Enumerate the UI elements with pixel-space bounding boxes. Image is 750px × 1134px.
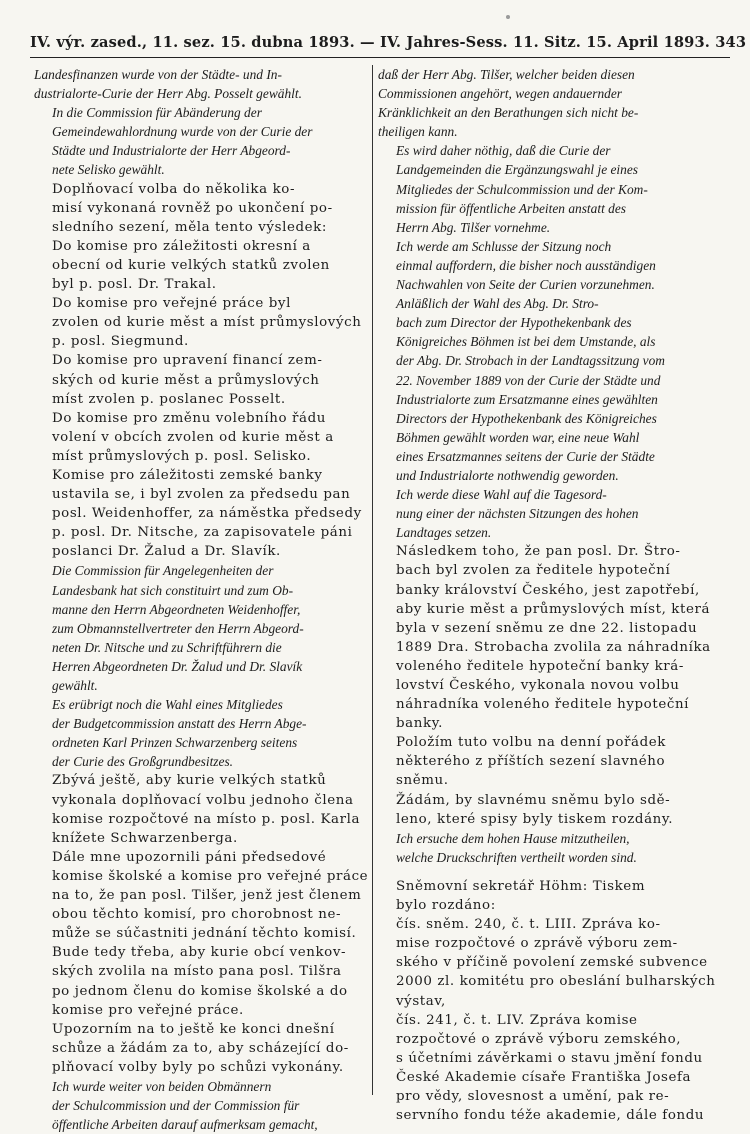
text-line: p. posl. Dr. Nitsche, za zapisovatele páni	[52, 525, 353, 541]
czech-paragraph	[34, 771, 374, 847]
right-column	[378, 65, 716, 1125]
ink-speck	[506, 15, 510, 19]
text-line: ustavila se, i byl zvolen za předsedu pan	[52, 487, 351, 503]
text-line: může se súčastniti jednání těchto komisí.	[52, 926, 357, 942]
text-line: schůze a žádám za to, aby scházející do-	[52, 1040, 349, 1056]
text-line: rozpočtové o zprávě výboru zemského,	[396, 1031, 682, 1047]
text-line: plňovací volby byly po schůzi vykonány.	[52, 1059, 344, 1075]
text-line: Kränklichkeit an den Berathungen sich nicht be-	[378, 105, 639, 121]
column-divider	[372, 65, 373, 1095]
text-line: posl. Weidenhoffer, za náměstka předsedy	[52, 506, 362, 522]
text-line: Následkem toho, že pan posl. Dr. Štro-	[396, 544, 681, 560]
czech-paragraph	[34, 466, 374, 561]
text-line: dustrialorte-Curie der Herr Abg. Posselt gewählt.	[34, 86, 302, 102]
german-paragraph	[378, 485, 716, 542]
text-line: Herrn Abg. Tilšer vornehme.	[396, 219, 551, 235]
text-line: 2000 zl. komitétu pro obeslání bulharských	[396, 974, 716, 990]
text-line: lovství Českého, vykonala novou volbu	[396, 678, 680, 693]
german-paragraph	[34, 65, 374, 103]
czech-paragraph	[378, 877, 716, 915]
czech-paragraph	[34, 294, 374, 351]
text-line: nete Selisko gewählt.	[52, 162, 165, 178]
text-line: Landtages setzen.	[396, 525, 492, 541]
text-line: Sněmovní sekretář Höhm: Tiskem	[396, 878, 646, 894]
text-line: Dále mne upozornili páni předsedové	[52, 849, 327, 865]
text-line: Directors der Hypothekenbank des Königreiches	[396, 410, 657, 426]
text-line: náhradníka voleného ředitele hypoteční	[396, 697, 690, 713]
german-paragraph	[378, 237, 716, 294]
czech-paragraph	[34, 351, 374, 408]
text-line: Do komise pro veřejné práce byl	[52, 296, 291, 312]
text-line: Nachwahlen von Seite der Curien vorzunehmen.	[396, 277, 655, 293]
text-line: aby kurie měst a průmyslových míst, která	[396, 601, 711, 617]
german-paragraph	[378, 829, 716, 867]
text-line: Es erübrigt noch die Wahl eines Mitgliedes	[52, 697, 283, 713]
text-line: 1889 Dra. Strobacha zvolila za náhradníka	[396, 639, 711, 655]
text-line: eines Ersatzmannes seitens der Curie der Städte	[396, 448, 655, 464]
text-line: der Budgetcommission anstatt des Herrn Abge-	[52, 716, 307, 732]
text-line: Žádám, by slavnému sněmu bylo sdě-	[396, 792, 671, 808]
text-line: čís. sněm. 240, č. t. LIII. Zpráva ko-	[396, 917, 661, 933]
text-line: knížete Schwarzenberga.	[52, 830, 238, 846]
german-paragraph	[34, 1077, 374, 1134]
czech-paragraph	[378, 733, 716, 790]
text-line: Es wird daher nöthig, daß die Curie der	[396, 143, 611, 159]
text-line: Industrialorte zum Ersatzmanne eines gewählten	[396, 391, 658, 407]
czech-paragraph	[34, 237, 374, 294]
text-line: der Abg. Dr. Strobach in der Landtagssitzung vom	[396, 353, 665, 369]
czech-paragraph	[34, 180, 374, 237]
text-line: öffentliche Arbeiten darauf aufmerksam gemacht,	[52, 1117, 318, 1133]
text-line: vykonala doplňovací volbu jednoho člena	[52, 792, 354, 808]
text-line: Landesfinanzen wurde von der Städte- und In-	[34, 67, 282, 82]
text-line: zum Obmannstellvertreter den Herrn Abgeord-	[52, 620, 304, 636]
german-paragraph	[378, 294, 716, 485]
text-line: einmal auffordern, die bisher noch ausständigen	[396, 257, 656, 273]
text-line: míst průmyslových p. posl. Selisko.	[52, 448, 312, 464]
text-line: Do komise pro záležitosti okresní a	[52, 238, 311, 254]
czech-paragraph	[34, 409, 374, 466]
text-line: poslanci Dr. Žalud a Dr. Slavík.	[52, 544, 281, 560]
text-line: Landesbank hat sich constituirt und zum Ob-	[52, 582, 294, 598]
text-line: Ich werde diese Wahl auf die Tagesord-	[396, 487, 607, 503]
german-paragraph	[378, 65, 716, 141]
text-line: und Industrialorte nothwendig geworden.	[396, 467, 619, 483]
german-paragraph	[378, 141, 716, 236]
text-line: Die Commission für Angelegenheiten der	[52, 563, 274, 579]
czech-paragraph	[378, 791, 716, 829]
text-line: Ich ersuche dem hohen Hause mitzutheilen,	[396, 830, 630, 846]
czech-paragraph	[378, 915, 716, 1010]
text-line: der Schulcommission und der Commission für	[52, 1098, 300, 1114]
text-line: obou těchto komisí, pro chorobnost ne-	[52, 907, 342, 923]
text-line: komise školské a komise pro veřejné práce	[52, 868, 369, 884]
text-line: výstav,	[396, 993, 446, 1009]
text-line: Mitgliedes der Schulcommission und der Kom-	[396, 181, 648, 197]
czech-paragraph	[378, 542, 716, 733]
text-line: Städte und Industrialorte der Herr Abgeord-	[52, 143, 291, 159]
czech-paragraph	[34, 848, 374, 1020]
german-paragraph	[34, 103, 374, 179]
german-paragraph	[34, 561, 374, 695]
text-line: Herren Abgeordneten Dr. Žalud und Dr. Slavík	[52, 658, 303, 674]
text-line: na to, že pan posl. Tilšer, jenž jest členem	[52, 888, 362, 904]
text-line: komise pro veřejné práce.	[52, 1002, 244, 1018]
text-line: p. posl. Siegmund.	[52, 334, 189, 350]
text-line: Komise pro záležitosti zemské banky	[52, 467, 323, 483]
text-line: theiligen kann.	[378, 124, 458, 140]
text-line: nung einer der nächsten Sitzungen des hohen	[396, 506, 639, 522]
text-line: bylo rozdáno:	[396, 898, 496, 914]
text-line: zvolen od kurie měst a míst průmyslových	[52, 315, 362, 331]
text-line: misí vykonaná rovněž po ukončení po-	[52, 200, 333, 216]
text-line: Königreiches Böhmen ist bei dem Umstande, als	[396, 334, 656, 350]
czech-paragraph	[378, 1011, 716, 1126]
text-line: Bude tedy třeba, aby kurie obcí venkov-	[52, 945, 347, 961]
text-line: daß der Herr Abg. Tilšer, welcher beiden diesen	[378, 67, 635, 82]
text-line: bach zum Director der Hypothekenbank des	[396, 315, 632, 331]
text-line: České Akademie císaře Františka Josefa	[396, 1069, 692, 1085]
text-line: Do komise pro změnu volebního řádu	[52, 410, 326, 426]
header-rule	[30, 57, 730, 58]
text-line: der Curie des Großgrundbesitzes.	[52, 754, 234, 770]
text-line: Landgemeinden die Ergänzungswahl je eines	[396, 162, 638, 178]
text-line: obecní od kurie velkých statků zvolen	[52, 257, 330, 273]
left-column	[34, 65, 374, 1134]
page-header: IV. výr. zased., 11. sez. 15. dubna 1893. — IV. Jahres-Sess. 11. Sitz. 15. April 1893. 343	[30, 34, 747, 51]
text-line: Commissionen angehört, wegen andauernder	[378, 86, 622, 102]
text-line: Doplňovací volba do několika ko-	[52, 181, 296, 197]
text-line: míst zvolen p. poslanec Posselt.	[52, 391, 286, 407]
text-line: Anläßlich der Wahl des Abg. Dr. Stro-	[396, 296, 599, 312]
text-line: In die Commission für Abänderung der	[52, 105, 262, 121]
text-line: Upozorním na to ještě ke konci dnešní	[52, 1021, 335, 1037]
text-line: bach byl zvolen za ředitele hypoteční	[396, 563, 671, 579]
text-line: banky království Českého, jest zapotřebí,	[396, 582, 700, 598]
text-line: s účetními závěrkami o stavu jmění fondu	[396, 1050, 703, 1066]
text-line: Ich werde am Schlusse der Sitzung noch	[396, 238, 612, 254]
czech-paragraph	[34, 1020, 374, 1077]
text-line: welche Druckschriften vertheilt worden sind.	[396, 849, 637, 865]
text-line: servního fondu téže akademie, dále fondu	[396, 1108, 705, 1124]
text-line: mission für öffentliche Arbeiten anstatt des	[396, 200, 626, 216]
text-line: neten Dr. Nitsche und zu Schriftführern die	[52, 639, 282, 655]
text-line: Gemeindewahlordnung wurde von der Curie der	[52, 124, 313, 140]
text-line: Ich wurde weiter von beiden Obmännern	[52, 1078, 272, 1094]
text-line: Položím tuto volbu na denní pořádek	[396, 735, 667, 751]
text-line: byla v sezení sněmu ze dne 22. listopadu	[396, 620, 698, 636]
text-line: byl p. posl. Dr. Trakal.	[52, 277, 217, 293]
text-line: pro vědy, slovesnost a umění, pak re-	[396, 1088, 670, 1104]
text-line: ských od kurie měst a průmyslových	[52, 372, 320, 388]
text-line: ského v příčině povolení zemské subvence	[396, 955, 708, 971]
text-line: manne den Herrn Abgeordneten Weidenhoffer,	[52, 601, 301, 617]
text-line: voleného ředitele hypoteční banky krá-	[396, 658, 685, 674]
text-line: některého z příštích sezení slavného	[396, 754, 666, 770]
text-line: komise rozpočtové na místo p. posl. Karla	[52, 811, 361, 827]
text-line: 22. November 1889 von der Curie der Städte und	[396, 372, 661, 388]
text-line: ordneten Karl Prinzen Schwarzenberg seitens	[52, 735, 298, 751]
text-line: gewählt.	[52, 678, 98, 693]
text-line: sněmu.	[396, 773, 449, 789]
text-line: Zbývá ještě, aby kurie velkých statků	[52, 773, 327, 789]
text-line: čís. 241, č. t. LIV. Zpráva komise	[396, 1012, 638, 1028]
text-line: sledního sezení, měla tento výsledek:	[52, 219, 328, 235]
text-line: leno, které spisy byly tiskem rozdány.	[396, 811, 674, 827]
text-line: po jednom členu do komise školské a do	[52, 983, 348, 999]
text-line: Do komise pro upravení financí zem-	[52, 353, 323, 369]
text-line: volení v obcích zvolen od kurie měst a	[52, 429, 334, 445]
text-line: banky.	[396, 716, 443, 732]
text-line: Böhmen gewählt worden war, eine neue Wahl	[396, 429, 640, 445]
text-line: mise rozpočtové o zprávě výboru zem-	[396, 936, 678, 952]
german-paragraph	[34, 695, 374, 771]
text-line: ských zvolila na místo pana posl. Tilšra	[52, 964, 342, 980]
